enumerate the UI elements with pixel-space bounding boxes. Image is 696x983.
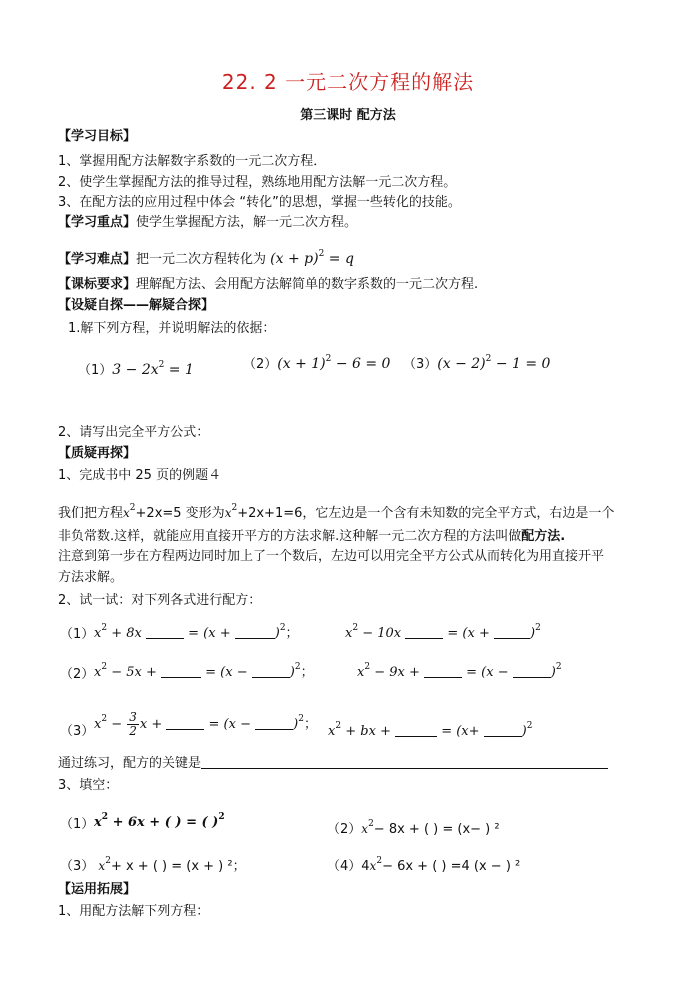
question-item2: 2、试一试：对下列各式进行配方： (58, 593, 262, 608)
objectives-heading: 【学习目标】 (58, 129, 137, 144)
standard-label: 【课标要求】 (58, 277, 137, 292)
objective-item: 3、在配方法的应用过程中体会 “转化”的思想，掌握一些转化的技能。 (58, 195, 461, 210)
exercise-3a: $x^2$ − $\frac{3}{2}$ x + = $(x - )^2$； (94, 710, 317, 738)
difficulty (58, 245, 354, 269)
page-subtitle: 第三课时 配方法 (300, 108, 396, 123)
equation-3: $(3)(x - 2)^2 - 1 = 0$ (403, 354, 551, 372)
exercise-number: （1） (60, 627, 95, 642)
fill-1: $x^2 + 6x$ + ( ) = ( )$^2$ (94, 812, 225, 830)
extension-item1: 1、用配方法解下列方程： (58, 904, 210, 919)
equation-1: $(1)3 - 2x^2 = 1$ (78, 360, 194, 378)
question-item1: 1、完成书中 25 页的例题４ (58, 468, 222, 483)
equation-2: $(2)(x + 1)^2 - 6 = 0$ (243, 354, 391, 372)
question-item3: 3、填空： (58, 778, 119, 793)
standard (58, 276, 478, 294)
difficulty-formula: $(x + p)^2 = q$ (270, 249, 354, 267)
question-heading: 【质疑再探】 (58, 446, 137, 461)
exercise-1a: $x^2 + 8x = (x + )^2$； (94, 623, 299, 641)
difficulty-label: 【学习难点】 (58, 252, 137, 267)
inquiry-heading: 【设疑自探——解疑合探】 (58, 298, 215, 313)
paragraph-line: 非负常数.这样，就能应用直接开平方的方法求解.这种解一元二次方程的方法叫做配方法. (58, 529, 566, 544)
inquiry-q1: 1.解下列方程，并说明解法的依据： (68, 321, 276, 336)
exercise-3b: $x^2$ + bx + = $(x+ )^2$ (328, 721, 533, 739)
difficulty-text: 把一元二次方程转化为 (136, 252, 267, 267)
paragraph-line: 我们把方程$x^2+2x=5$ 变形为$x^2+2x+1=6$，它左边是一个含有未知数的完全平方式，右边是一个 (58, 503, 615, 521)
exercise-2a: $x^2 - 5x$ + = $(x - )^2$； (94, 662, 314, 680)
exercise-2b: $x^2 - 9x$ + = $(x - )^2$ (357, 662, 562, 680)
objective-item: 1、掌握用配方法解数字系数的一元二次方程． (58, 154, 327, 169)
fill-2: $(2)x^2- 8x$ + ( ) = (x− ) ² (327, 819, 500, 837)
key-point-text: 使学生掌握配方法，解一元二次方程。 (136, 215, 358, 230)
paragraph-line: 方法求解。 (58, 570, 124, 585)
fill-3: （3） $x^2+ x$ + ( ) = (x + ) ²； (60, 856, 246, 874)
exercise-number: （2） (60, 667, 95, 682)
fill-4: $(4)4x^2- 6x$ + ( ) =4 (x − ) ² (327, 856, 521, 874)
page-title: 22. 2 一元二次方程的解法 (221, 70, 475, 94)
key-point (58, 214, 357, 232)
objective-item: 2、使学生掌握配方法的推导过程，熟练地用配方法解一元二次方程。 (58, 175, 457, 190)
exercise-1b: $x^2 - 10x = (x + )^2$ (345, 623, 541, 641)
extension-heading: 【运用拓展】 (58, 882, 137, 897)
paragraph-line: 注意到第一步在方程两边同时加上了一个数后，左边可以用完全平方公式从而转化为用直接开平 (58, 549, 605, 564)
standard-text: 理解配方法、会用配方法解简单的数字系数的一元二次方程. (136, 277, 479, 292)
exercise-number: （3） (60, 724, 95, 739)
key-point-label: 【学习重点】 (58, 215, 137, 230)
inquiry-q2: 2、请写出完全平方公式： (58, 425, 210, 440)
key-line: 通过练习，配方的关键是 (58, 755, 608, 773)
fill-number: （1） (60, 817, 95, 832)
